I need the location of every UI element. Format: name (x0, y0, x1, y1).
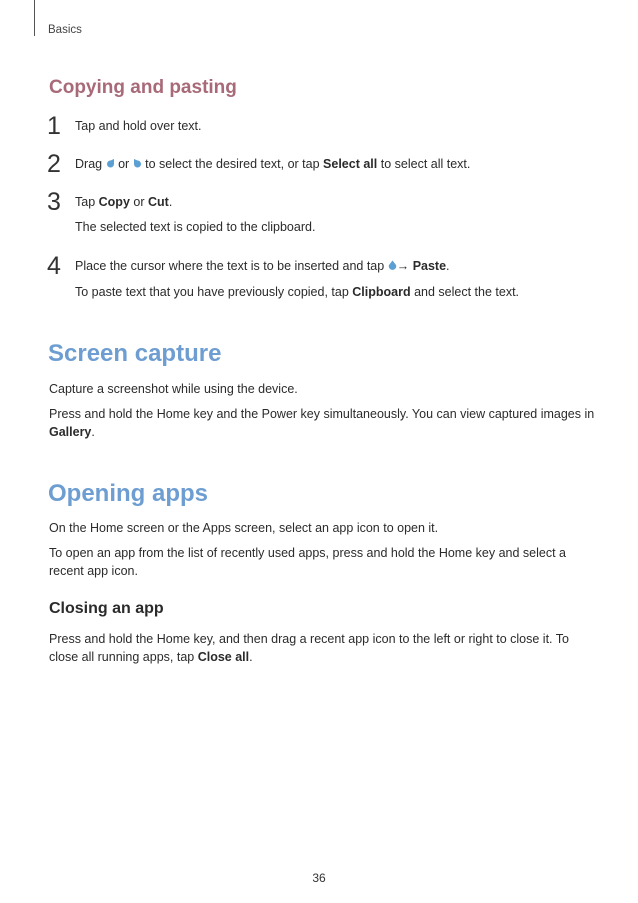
step-3-or: or (133, 195, 145, 209)
step-1-text: Tap and hold over text. (75, 119, 202, 133)
step-3-note: The selected text is copied to the clipboard. (75, 220, 316, 234)
step-4-note-end: and select the text. (414, 285, 520, 299)
text-cursor-handle-icon (388, 260, 397, 271)
step-2-or: or (118, 157, 130, 171)
paste-label: Paste (412, 259, 447, 273)
step-2-end: to select all text. (380, 157, 471, 171)
screen-capture-dot: . (91, 425, 95, 439)
step-number-1: 1 (47, 112, 61, 140)
step-4-start: Place the cursor where the text is to be inserted and tap (75, 259, 385, 273)
step-3-text (75, 193, 172, 211)
opening-apps-para-1: On the Home screen or the Apps screen, select an app icon to open it. (49, 521, 439, 535)
page-number: 36 (312, 871, 326, 885)
closing-app-dot: . (249, 650, 253, 664)
step-3-dot: . (168, 195, 173, 209)
copy-label: Copy (98, 195, 130, 209)
text-selection-handle-right-icon (133, 158, 142, 169)
closing-app-para-text: Press and hold the Home key, and then drag a recent app icon to the left or right to close it. To close all running apps, tap (49, 632, 569, 664)
heading-opening-apps: Opening apps (48, 480, 209, 507)
opening-apps-para-2: To open an app from the list of recently used apps, press and hold the Home key and select a recent app icon. (49, 546, 566, 578)
clipboard-label: Clipboard (352, 285, 411, 299)
text-selection-handle-left-icon (106, 158, 115, 169)
step-number-3: 3 (47, 188, 61, 216)
gallery-label: Gallery (49, 425, 92, 439)
screen-capture-para-2 (49, 405, 601, 441)
heading-copying-pasting: Copying and pasting (49, 77, 237, 98)
closing-app-para (49, 630, 601, 666)
step-number-2: 2 (47, 150, 61, 178)
step-number-4: 4 (47, 252, 61, 280)
select-all-label: Select all (323, 157, 378, 171)
heading-screen-capture: Screen capture (48, 340, 222, 367)
step-4-note (75, 283, 519, 301)
header-rule (34, 0, 35, 36)
step-2-text (75, 155, 470, 173)
step-2-mid: to select the desired text, or tap (145, 157, 320, 171)
step-3-tap: Tap (75, 195, 96, 209)
step-4-note-start: To paste text that you have previously copied, tap (75, 285, 349, 299)
step-2-drag: Drag (75, 157, 103, 171)
screen-capture-para-2-text: Press and hold the Home key and the Power key simultaneously. You can view captured images in (49, 407, 595, 421)
step-4-text (75, 257, 450, 275)
section-label: Basics (48, 24, 82, 36)
cut-label: Cut (147, 195, 169, 209)
close-all-label: Close all (197, 650, 250, 664)
arrow-icon: → (396, 259, 410, 273)
screen-capture-para-1: Capture a screenshot while using the device. (49, 382, 298, 396)
step-4-dot: . (446, 259, 450, 273)
heading-closing-app: Closing an app (49, 600, 164, 617)
